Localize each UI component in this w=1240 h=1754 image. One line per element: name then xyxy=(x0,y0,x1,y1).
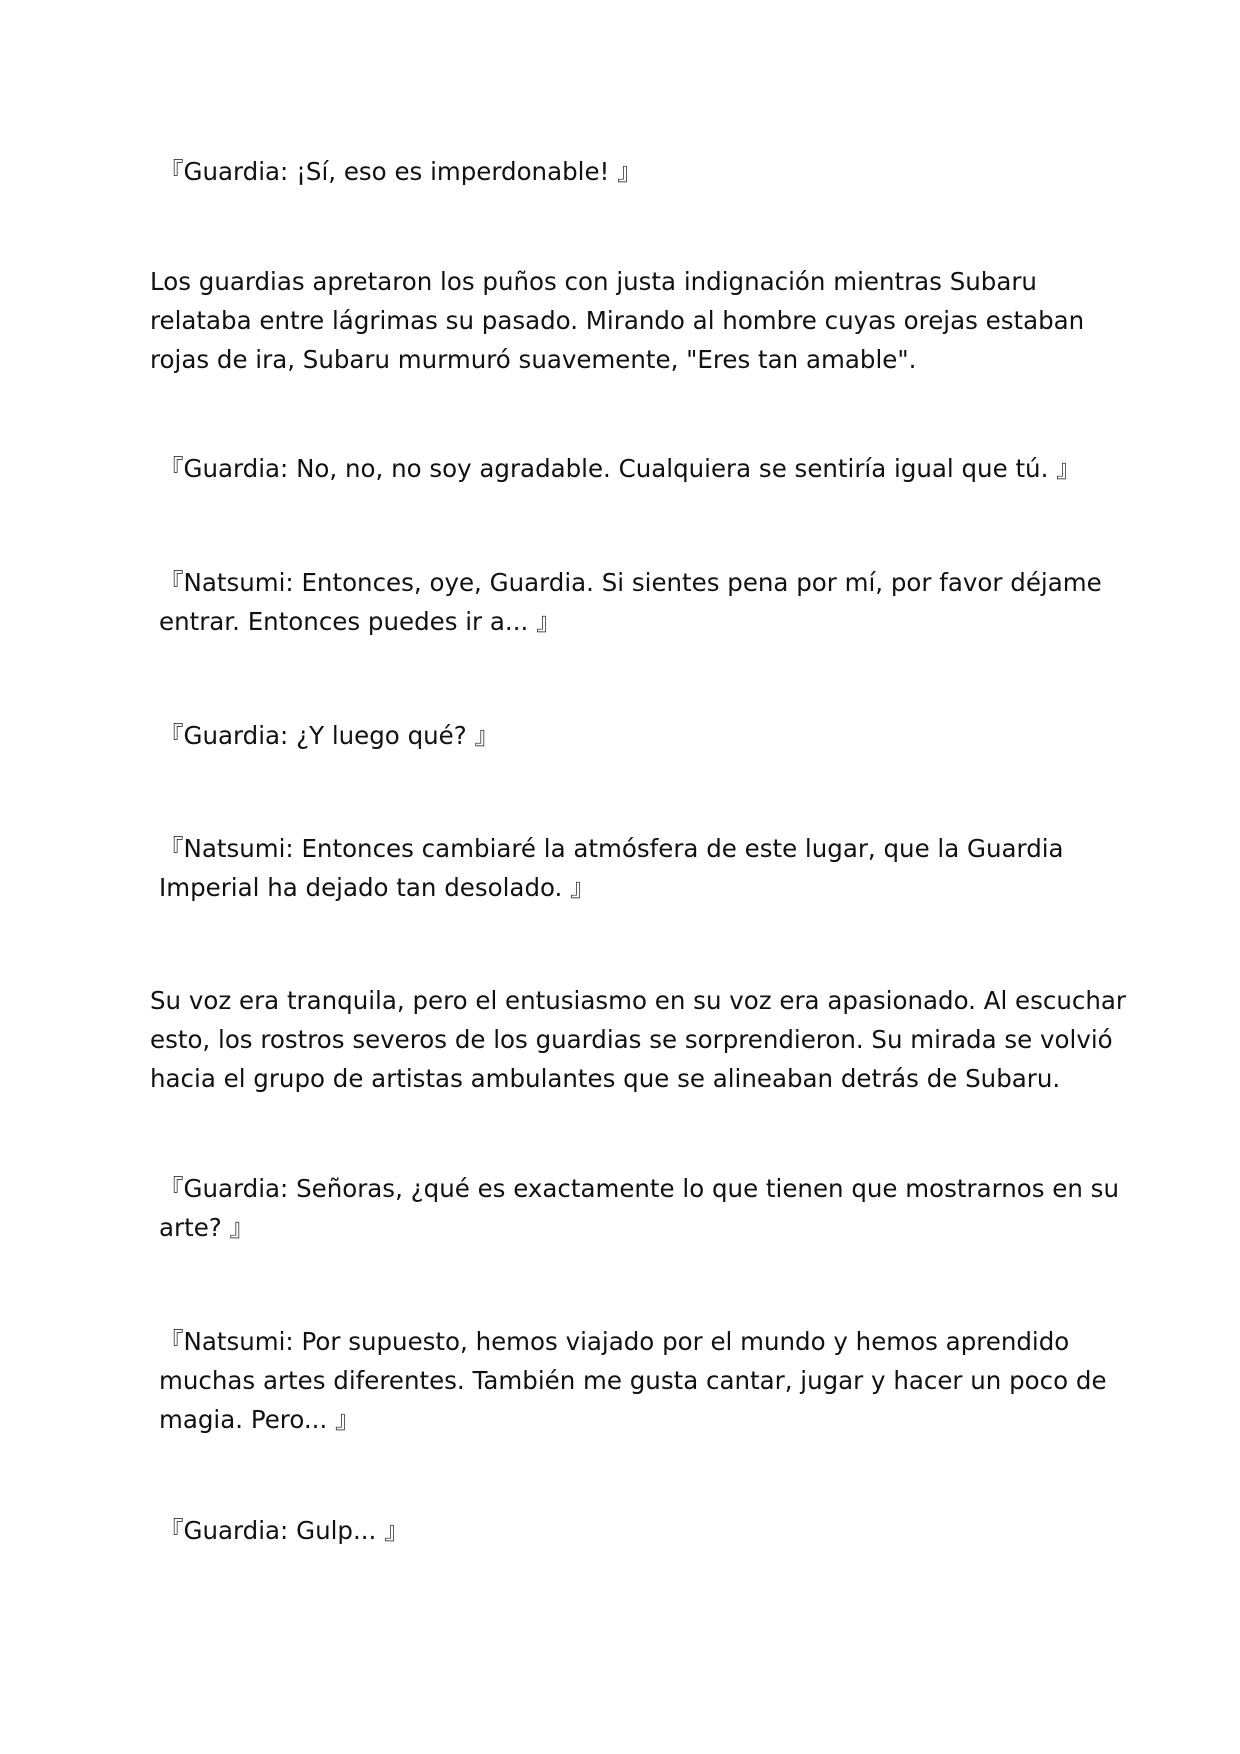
paragraph-2 xyxy=(150,262,1090,379)
text-line: muchas artes diferentes. También me gusta cantar, jugar y hacer un poco de xyxy=(159,1366,1107,1395)
text-line: arte? 』 xyxy=(159,1213,255,1242)
text-line: 『Guardia: Señoras, ¿qué es exactamente lo que tienen que mostrarnos en su xyxy=(159,1174,1119,1203)
text-line: 『Guardia: ¿Y luego qué? 』 xyxy=(159,721,500,750)
text-line: 『Guardia: Gulp... 』 xyxy=(159,1516,409,1545)
paragraph-3 xyxy=(150,449,1099,488)
text-line: relataba entre lágrimas su pasado. Mirando al hombre cuyas orejas estaban xyxy=(150,306,1085,335)
text-line: esto, los rostros severos de los guardias se sorprendieron. Su mirada se volvió xyxy=(150,1025,1113,1054)
paragraph-4 xyxy=(150,563,1102,641)
paragraph-5 xyxy=(150,716,1099,755)
text-line: Los guardias apretaron los puños con justa indignación mientras Subaru xyxy=(150,267,1037,296)
text-line: 『Guardia: No, no, no soy agradable. Cualquiera se sentiría igual que tú. 』 xyxy=(159,454,1081,483)
text-line: 『Natsumi: Por supuesto, hemos viajado por el mundo y hemos aprendido xyxy=(159,1327,1070,1356)
paragraph-1 xyxy=(150,152,1099,191)
text-line: 『Natsumi: Entonces, oye, Guardia. Si sientes pena por mí, por favor déjame xyxy=(159,568,1102,597)
text-line: Su voz era tranquila, pero el entusiasmo en su voz era apasionado. Al escuchar xyxy=(150,986,1126,1015)
paragraph-10 xyxy=(150,1511,1099,1550)
text-line: 『Guardia: ¡Sí, eso es imperdonable! 』 xyxy=(159,157,642,186)
text-line: entrar. Entonces puedes ir a... 』 xyxy=(159,607,561,636)
text-line: magia. Pero... 』 xyxy=(159,1405,360,1434)
paragraph-6 xyxy=(150,829,1099,907)
text-line: rojas de ira, Subaru murmuró suavemente, "Eres tan amable". xyxy=(150,345,917,374)
text-line: hacia el grupo de artistas ambulantes que se alineaban detrás de Subaru. xyxy=(150,1064,1061,1093)
text-line: 『Natsumi: Entonces cambiaré la atmósfera de este lugar, que la Guardia xyxy=(159,834,1064,863)
paragraph-7 xyxy=(150,981,1126,1098)
paragraph-9 xyxy=(150,1322,1107,1439)
text-line: Imperial ha dejado tan desolado. 』 xyxy=(159,873,595,902)
paragraph-8 xyxy=(150,1169,1119,1247)
